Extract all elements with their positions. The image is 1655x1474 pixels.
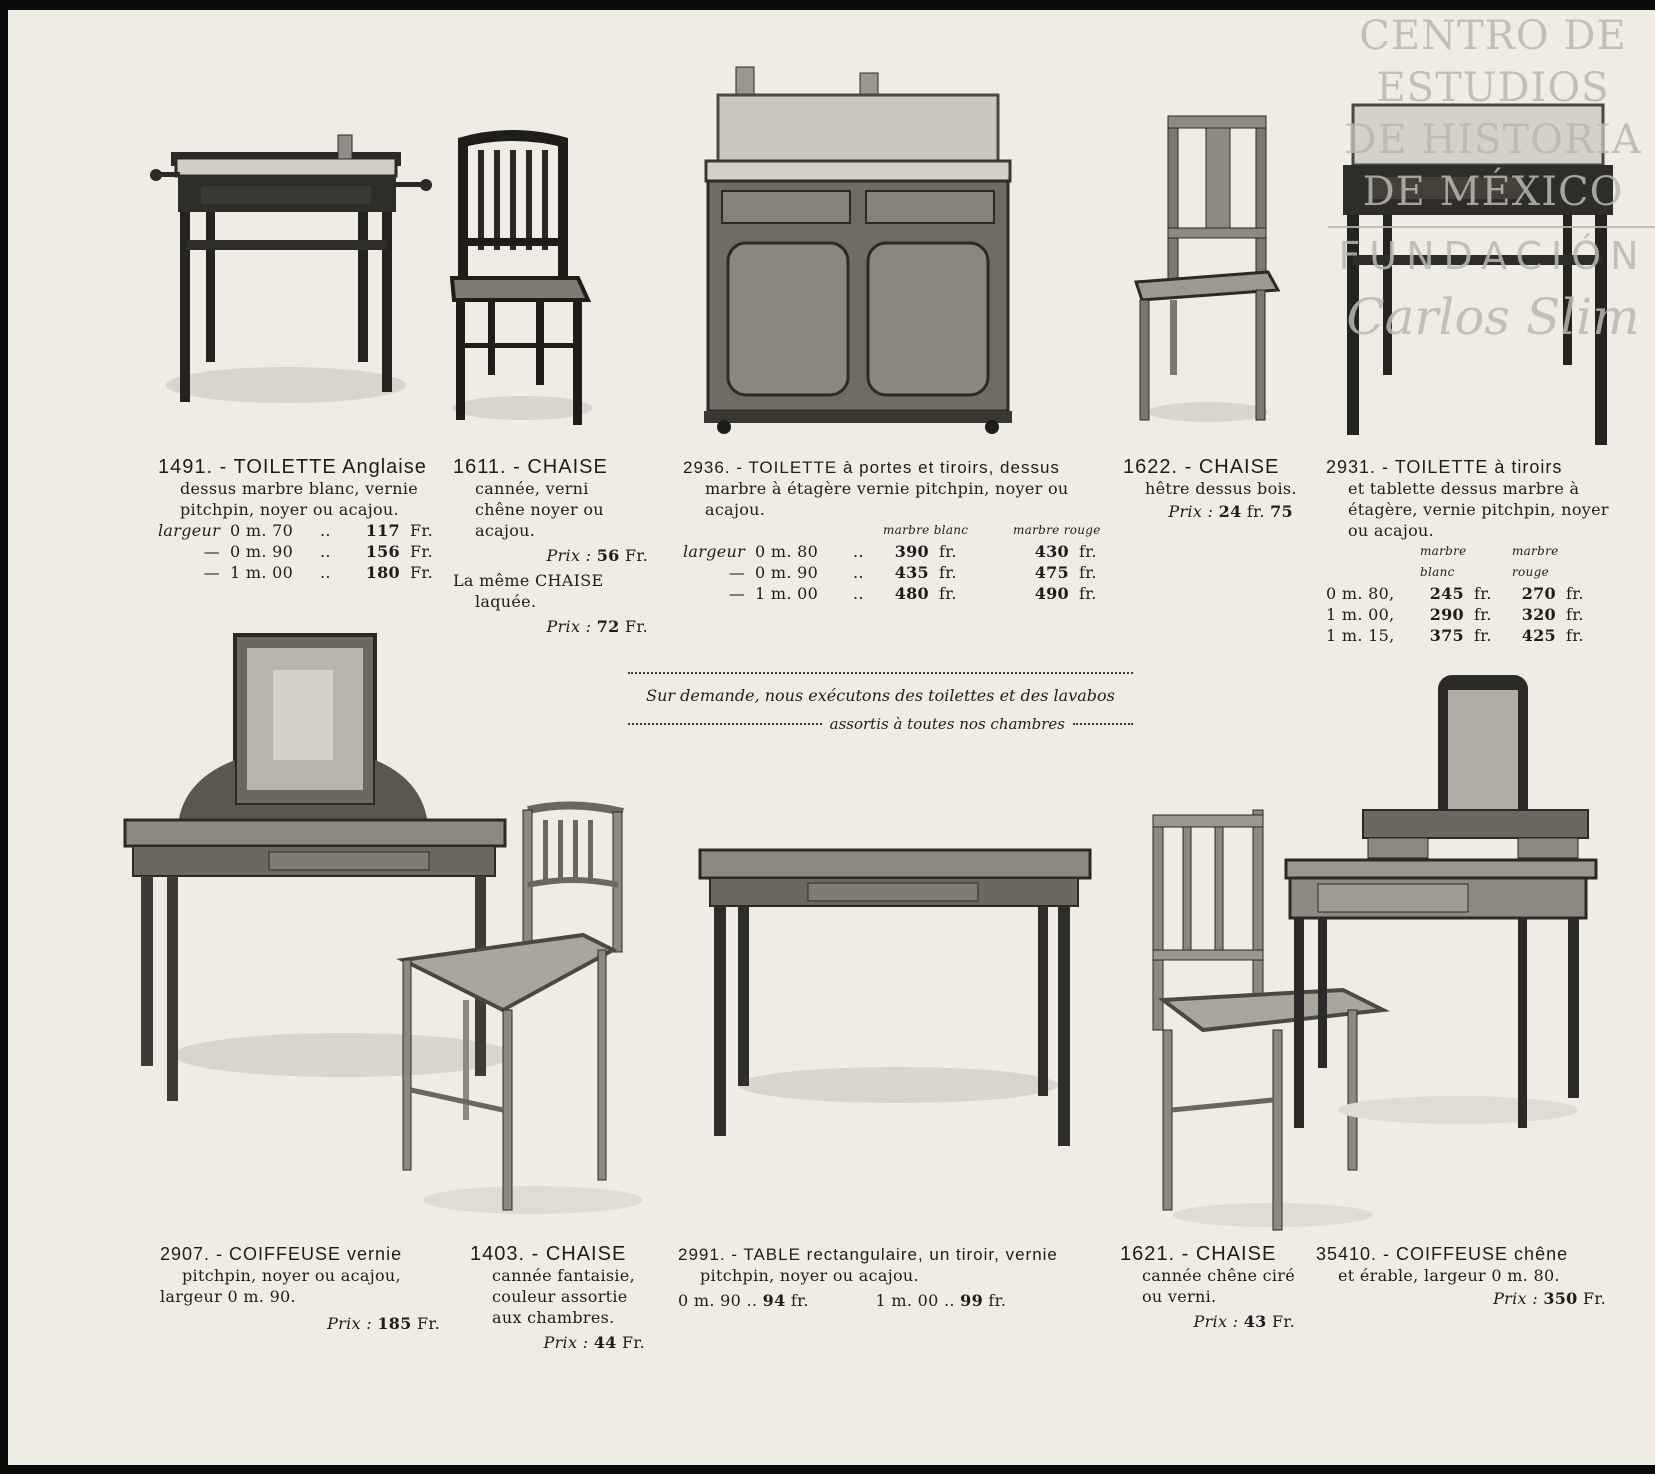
toilette-2936-image	[698, 65, 1028, 435]
size: 0 m. 90	[230, 542, 294, 561]
size: 0 m. 70	[230, 521, 294, 540]
unit: Fr.	[1272, 1312, 1295, 1331]
chaise-1611-image	[438, 128, 598, 438]
item-desc: ou verni.	[1142, 1287, 1217, 1306]
price-cents: 75	[1270, 502, 1293, 521]
price-rouge: 475	[1034, 563, 1069, 582]
item-desc: pitchpin, noyer ou acajou.	[700, 1266, 919, 1285]
dotted-rule	[628, 672, 1133, 674]
item-desc: étagère, vernie pitchpin, noyer	[1348, 500, 1609, 519]
coiffeuse-35410-image	[1278, 670, 1608, 1190]
unit: Fr.	[1583, 1289, 1606, 1308]
header-marbre-rouge: marbre rouge	[1013, 523, 1101, 537]
item-title: 1621. - CHAISE	[1120, 1243, 1277, 1265]
price-blanc: 290	[1429, 605, 1464, 624]
size: 0 m. 80,	[1326, 584, 1395, 603]
watermark-line: CENTRO DE	[1359, 13, 1627, 59]
dots: ..	[853, 563, 864, 582]
watermark	[1328, 10, 1655, 346]
price: 43	[1243, 1312, 1267, 1331]
unit: Fr.	[417, 1314, 440, 1333]
size: 1 m. 00	[230, 563, 294, 582]
price: 185	[377, 1314, 412, 1333]
unit: fr.	[939, 563, 957, 582]
largeur-label: largeur	[683, 542, 746, 561]
note-line-2-row	[628, 715, 1133, 733]
watermark-line: ESTUDIOS	[1376, 65, 1610, 111]
price-line	[1316, 1288, 1606, 1309]
size: 1 m. 00	[875, 1291, 939, 1310]
price: 56	[596, 546, 620, 565]
item-title: 2931. - TOILETTE à tiroirs	[1326, 457, 1563, 477]
dotted-rule	[628, 723, 822, 725]
price: 117	[365, 521, 400, 540]
price-blanc: 375	[1429, 626, 1464, 645]
price-line	[1123, 501, 1293, 522]
item-desc: cannée fantaisie,	[492, 1266, 635, 1285]
item-title: 2907. - COIFFEUSE vernie	[160, 1244, 403, 1264]
unit: fr.	[1474, 584, 1492, 603]
item-desc: acajou.	[475, 521, 536, 540]
unit: fr.	[1079, 584, 1097, 603]
unit: fr.	[1079, 563, 1097, 582]
largeur-label: largeur	[158, 521, 221, 540]
size: 1 m. 00,	[1326, 605, 1395, 624]
price-table	[158, 520, 433, 583]
dash: —	[728, 584, 745, 603]
size: 0 m. 90	[755, 563, 819, 582]
price-line	[1120, 1311, 1295, 1332]
price: 94	[762, 1291, 786, 1310]
header-marbre-blanc: marbre blanc	[1420, 544, 1467, 579]
item-title: 1611. - CHAISE	[453, 456, 608, 478]
price-line	[453, 545, 648, 566]
price-blanc: 245	[1429, 584, 1464, 603]
item-desc: ou acajou.	[1348, 521, 1435, 540]
price-blanc: 435	[894, 563, 929, 582]
price-line	[453, 616, 648, 637]
item-1403-caption	[470, 1244, 645, 1353]
unit: Fr.	[625, 546, 648, 565]
item-title: 35410. - COIFFEUSE chêne	[1316, 1244, 1569, 1264]
size: 0 m. 80	[755, 542, 819, 561]
price-blanc: 480	[894, 584, 929, 603]
item-desc: couleur assortie	[492, 1287, 628, 1306]
item-1611-caption	[453, 457, 648, 637]
price: 350	[1543, 1289, 1578, 1308]
item-desc: largeur 0 m. 90.	[160, 1287, 296, 1306]
dash: —	[728, 563, 745, 582]
item-desc: et érable, largeur 0 m. 80.	[1338, 1266, 1560, 1285]
item-desc: et tablette dessus marbre à	[1348, 479, 1580, 498]
item-title: 2991. - TABLE rectangulaire, un tiroir, vernie	[678, 1245, 1058, 1264]
item-2907-caption	[160, 1244, 440, 1334]
toilette-1491-image	[146, 130, 446, 430]
item-1621-caption	[1120, 1244, 1295, 1332]
dots: ..	[943, 1291, 955, 1310]
item-desc: hêtre dessus bois.	[1145, 479, 1297, 498]
unit: fr.	[1246, 502, 1265, 521]
item-desc: acajou.	[705, 500, 766, 519]
dotted-rule	[1073, 723, 1133, 725]
item-2991-caption	[678, 1244, 1098, 1311]
dots: ..	[853, 542, 864, 561]
item-35410-caption	[1316, 1244, 1606, 1309]
item-desc: cannée chêne ciré	[1142, 1266, 1296, 1285]
header-marbre-rouge: marbre rouge	[1512, 544, 1559, 579]
watermark-line: DE HISTORIA	[1344, 117, 1642, 163]
unit: fr.	[1566, 584, 1584, 603]
unit: Fr.	[410, 542, 433, 561]
item-title: 1491. - TOILETTE Anglaise	[158, 456, 427, 478]
dots: ..	[746, 1291, 758, 1310]
unit: fr.	[939, 542, 957, 561]
item-1622-caption	[1123, 456, 1297, 522]
note-line-1: Sur demande, nous exécutons des toilettes et des lavabos	[646, 686, 1115, 705]
price-rouge: 270	[1521, 584, 1556, 603]
unit: fr.	[1566, 626, 1584, 645]
unit: Fr.	[410, 563, 433, 582]
unit: fr.	[1474, 626, 1492, 645]
price: 24	[1218, 502, 1242, 521]
watermark-fundacion: FUNDACIÓN	[1328, 226, 1655, 278]
custom-order-note	[628, 672, 1133, 733]
price-line	[470, 1332, 645, 1353]
item-desc: aux chambres.	[492, 1308, 615, 1327]
prix-label: Prix :	[1493, 1289, 1538, 1308]
prix-label: Prix :	[546, 617, 592, 636]
prix-label: Prix :	[546, 546, 592, 565]
unit: fr.	[1474, 605, 1492, 624]
note-line-2: assortis à toutes nos chambres	[829, 715, 1065, 733]
unit: fr.	[988, 1291, 1007, 1310]
price: 156	[365, 542, 400, 561]
item-desc: pitchpin, noyer ou acajou.	[180, 500, 399, 519]
item-desc: dessus marbre blanc, vernie	[180, 479, 419, 498]
dots: ..	[320, 521, 331, 540]
price: 44	[593, 1333, 617, 1352]
item-desc: pitchpin, noyer ou acajou,	[182, 1266, 401, 1285]
price: 72	[596, 617, 620, 636]
price: 99	[960, 1291, 984, 1310]
unit: fr.	[1079, 542, 1097, 561]
chaise-1622-image	[1128, 112, 1288, 442]
item-extra: laquée.	[475, 592, 537, 611]
price-blanc: 390	[894, 542, 929, 561]
unit: Fr.	[410, 521, 433, 540]
price-table	[683, 520, 1101, 604]
item-2936-caption	[683, 457, 1101, 604]
price-rouge: 320	[1521, 605, 1556, 624]
catalog-page	[8, 10, 1655, 1465]
size: 1 m. 00	[755, 584, 819, 603]
prix-label: Prix :	[327, 1314, 372, 1333]
item-2931-caption	[1326, 457, 1646, 646]
item-1491-caption	[158, 457, 433, 583]
header-marbre-blanc: marbre blanc	[883, 523, 969, 537]
item-title: 1622. - CHAISE	[1123, 456, 1280, 478]
price-line	[160, 1313, 440, 1334]
price-rouge: 490	[1034, 584, 1069, 603]
item-extra: La même CHAISE	[453, 571, 604, 590]
prix-label: Prix :	[1193, 1312, 1239, 1331]
price: 180	[365, 563, 400, 582]
price-rouge: 425	[1521, 626, 1556, 645]
watermark-line: DE MÉXICO	[1362, 169, 1624, 215]
dash: —	[203, 563, 220, 582]
dots: ..	[853, 584, 864, 603]
item-title: 1403. - CHAISE	[470, 1243, 627, 1265]
size: 0 m. 90	[678, 1291, 742, 1310]
item-desc: cannée, verni	[475, 479, 589, 498]
item-desc: marbre à étagère vernie pitchpin, noyer ou	[705, 479, 1069, 498]
dots: ..	[320, 563, 331, 582]
watermark-signature: Carlos Slim	[1346, 288, 1640, 346]
chaise-1403-image	[403, 800, 663, 1230]
table-2991-image	[698, 850, 1098, 1150]
dots: ..	[320, 542, 331, 561]
unit: Fr.	[622, 1333, 645, 1352]
prix-label: Prix :	[1168, 502, 1214, 521]
item-title: 2936. - TOILETTE à portes et tiroirs, dessus	[683, 458, 1060, 477]
price-table	[1326, 541, 1646, 646]
size: 1 m. 15,	[1326, 626, 1395, 645]
unit: fr.	[1566, 605, 1584, 624]
unit: fr.	[790, 1291, 809, 1310]
unit: Fr.	[625, 617, 648, 636]
price-rouge: 430	[1034, 542, 1069, 561]
item-desc: chêne noyer ou	[475, 500, 604, 519]
unit: fr.	[939, 584, 957, 603]
prix-label: Prix :	[543, 1333, 589, 1352]
dash: —	[203, 542, 220, 561]
price-line	[678, 1290, 1098, 1311]
